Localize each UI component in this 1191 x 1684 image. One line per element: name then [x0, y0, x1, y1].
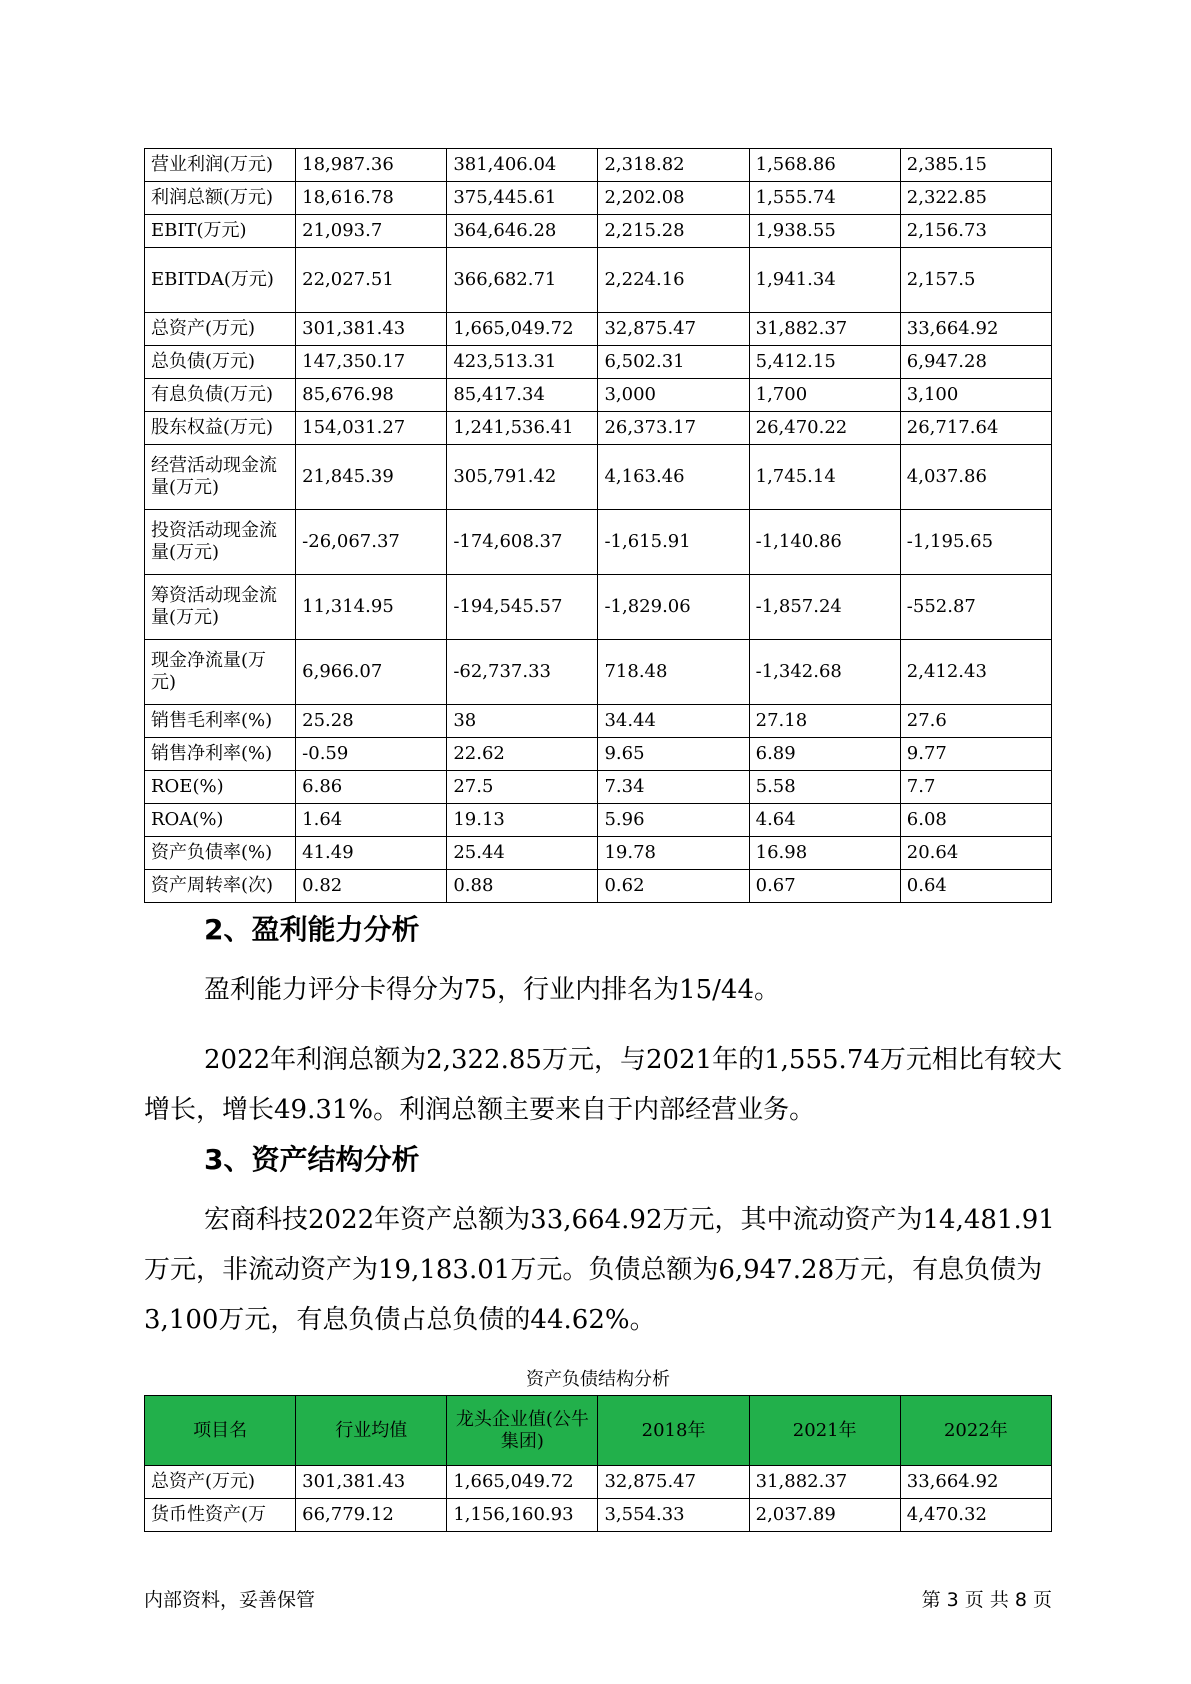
table-cell: 4.64 — [749, 804, 900, 837]
table-cell: 25.44 — [447, 837, 598, 870]
table-cell: 6.89 — [749, 738, 900, 771]
table-cell: 1,938.55 — [749, 215, 900, 248]
table-cell: -62,737.33 — [447, 640, 598, 705]
table-row — [145, 804, 1052, 837]
table-cell: 1,941.34 — [749, 248, 900, 313]
table-header-row — [145, 1396, 1052, 1466]
table-cell: 5,412.15 — [749, 346, 900, 379]
table-cell: 21,845.39 — [296, 445, 447, 510]
table-cell: -1,857.24 — [749, 575, 900, 640]
table-cell: 364,646.28 — [447, 215, 598, 248]
table-cell: -1,195.65 — [900, 510, 1051, 575]
table-cell: 3,554.33 — [598, 1499, 749, 1532]
row-label: 销售毛利率(%) — [145, 705, 296, 738]
financial-indicators-table — [144, 148, 1052, 903]
row-label: 货币性资产(万 — [145, 1499, 296, 1532]
table-cell: 1,156,160.93 — [447, 1499, 598, 1532]
table-cell: 33,664.92 — [900, 313, 1051, 346]
row-label: 有息负债(万元) — [145, 379, 296, 412]
table-cell: 1,665,049.72 — [447, 313, 598, 346]
table-cell: 9.77 — [900, 738, 1051, 771]
header-2018: 2018年 — [598, 1396, 749, 1466]
profitability-score-paragraph: 盈利能力评分卡得分为75，行业内排名为15/44。 — [204, 975, 781, 1005]
table-cell: 375,445.61 — [447, 182, 598, 215]
table-cell: -1,140.86 — [749, 510, 900, 575]
table-cell: 147,350.17 — [296, 346, 447, 379]
table-cell: 21,093.7 — [296, 215, 447, 248]
table-cell: 301,381.43 — [296, 313, 447, 346]
row-label: 总资产(万元) — [145, 313, 296, 346]
table-cell: 20.64 — [900, 837, 1051, 870]
table-cell: 0.62 — [598, 870, 749, 903]
table-row — [145, 837, 1052, 870]
table-cell: 718.48 — [598, 640, 749, 705]
row-label: EBIT(万元) — [145, 215, 296, 248]
table-cell: 11,314.95 — [296, 575, 447, 640]
table-cell: -1,342.68 — [749, 640, 900, 705]
row-label: 利润总额(万元) — [145, 182, 296, 215]
table-cell: 366,682.71 — [447, 248, 598, 313]
table-cell: 2,037.89 — [749, 1499, 900, 1532]
table-row — [145, 575, 1052, 640]
table-cell: -1,829.06 — [598, 575, 749, 640]
table-cell: -552.87 — [900, 575, 1051, 640]
table-cell: 26,373.17 — [598, 412, 749, 445]
table-cell: 6.08 — [900, 804, 1051, 837]
table-cell: 22.62 — [447, 738, 598, 771]
row-label: 筹资活动现金流量(万元) — [145, 575, 296, 640]
table-cell: 301,381.43 — [296, 1466, 447, 1499]
header-item-name: 项目名 — [145, 1396, 296, 1466]
table-row — [145, 313, 1052, 346]
table-cell: 18,616.78 — [296, 182, 447, 215]
table-cell: 7.34 — [598, 771, 749, 804]
table-cell: 32,875.47 — [598, 313, 749, 346]
table-cell: 19.78 — [598, 837, 749, 870]
table-cell: 1,241,536.41 — [447, 412, 598, 445]
table-cell: 3,000 — [598, 379, 749, 412]
table-cell: 154,031.27 — [296, 412, 447, 445]
table-cell: 66,779.12 — [296, 1499, 447, 1532]
table-cell: 5.96 — [598, 804, 749, 837]
header-leader-value: 龙头企业值(公牛集团) — [447, 1396, 598, 1466]
table-cell: 2,157.5 — [900, 248, 1051, 313]
row-label: 现金净流量(万元) — [145, 640, 296, 705]
header-2021: 2021年 — [749, 1396, 900, 1466]
table-cell: 27.5 — [447, 771, 598, 804]
row-label: 经营活动现金流量(万元) — [145, 445, 296, 510]
table-cell: 6.86 — [296, 771, 447, 804]
table-row — [145, 412, 1052, 445]
header-2022: 2022年 — [900, 1396, 1051, 1466]
table-cell: 1.64 — [296, 804, 447, 837]
table-cell: 1,555.74 — [749, 182, 900, 215]
table-cell: 31,882.37 — [749, 313, 900, 346]
table-row — [145, 149, 1052, 182]
table-cell: 2,385.15 — [900, 149, 1051, 182]
section-3-heading: 3、资产结构分析 — [204, 1143, 420, 1176]
table-cell: 38 — [447, 705, 598, 738]
footer-confidential-note: 内部资料，妥善保管 — [144, 1589, 316, 1611]
table-cell: 19.13 — [447, 804, 598, 837]
table-cell: -194,545.57 — [447, 575, 598, 640]
table-cell: 2,156.73 — [900, 215, 1051, 248]
row-label: 总资产(万元) — [145, 1466, 296, 1499]
table-cell: 27.18 — [749, 705, 900, 738]
row-label: 资产周转率(次) — [145, 870, 296, 903]
table-cell: 2,412.43 — [900, 640, 1051, 705]
table-cell: 1,745.14 — [749, 445, 900, 510]
table-cell: 381,406.04 — [447, 149, 598, 182]
table-cell: 4,470.32 — [900, 1499, 1051, 1532]
footer-page-number: 第 3 页 共 8 页 — [921, 1589, 1052, 1611]
asset-liability-structure-table — [144, 1395, 1052, 1532]
table-cell: 7.7 — [900, 771, 1051, 804]
header-industry-average: 行业均值 — [296, 1396, 447, 1466]
table-cell: 27.6 — [900, 705, 1051, 738]
table-cell: 2,318.82 — [598, 149, 749, 182]
table-cell: 34.44 — [598, 705, 749, 738]
profit-total-paragraph: 2022年利润总额为2,322.85万元，与2021年的1,555.74万元相比有较大增长，增长49.31%。利润总额主要来自于内部经营业务。 — [144, 1045, 1062, 1125]
row-label: 营业利润(万元) — [145, 149, 296, 182]
table-row — [145, 738, 1052, 771]
table-row — [145, 510, 1052, 575]
table-cell: 1,568.86 — [749, 149, 900, 182]
table-row — [145, 346, 1052, 379]
table-cell: 2,322.85 — [900, 182, 1051, 215]
row-label: 销售净利率(%) — [145, 738, 296, 771]
table-cell: 0.67 — [749, 870, 900, 903]
table-cell: 16.98 — [749, 837, 900, 870]
table-cell: 4,037.86 — [900, 445, 1051, 510]
table-cell: 25.28 — [296, 705, 447, 738]
row-label: 股东权益(万元) — [145, 412, 296, 445]
table-cell: 18,987.36 — [296, 149, 447, 182]
table-row — [145, 1466, 1052, 1499]
table-cell: -26,067.37 — [296, 510, 447, 575]
table-cell: 9.65 — [598, 738, 749, 771]
row-label: EBITDA(万元) — [145, 248, 296, 313]
row-label: 资产负债率(%) — [145, 837, 296, 870]
table-cell: -0.59 — [296, 738, 447, 771]
table-cell: 6,966.07 — [296, 640, 447, 705]
table-row — [145, 379, 1052, 412]
table-caption: 资产负债结构分析 — [526, 1369, 670, 1390]
table-cell: 4,163.46 — [598, 445, 749, 510]
table-row — [145, 771, 1052, 804]
table-cell: 22,027.51 — [296, 248, 447, 313]
table-cell: 85,417.34 — [447, 379, 598, 412]
table-cell: 2,215.28 — [598, 215, 749, 248]
table-cell: 26,717.64 — [900, 412, 1051, 445]
table-cell: 32,875.47 — [598, 1466, 749, 1499]
table-cell: 5.58 — [749, 771, 900, 804]
table-cell: 2,202.08 — [598, 182, 749, 215]
row-label: ROE(%) — [145, 771, 296, 804]
row-label: 投资活动现金流量(万元) — [145, 510, 296, 575]
table-row — [145, 870, 1052, 903]
table-cell: -174,608.37 — [447, 510, 598, 575]
table-cell: 1,665,049.72 — [447, 1466, 598, 1499]
table-row — [145, 640, 1052, 705]
asset-structure-paragraph: 宏商科技2022年资产总额为33,664.92万元，其中流动资产为14,481.91万元，非流动资产为19,183.01万元。负债总额为6,947.28万元，有息负债为3,100万元，有息负债占总负债的44.62%。 — [144, 1205, 1055, 1335]
table-cell: -1,615.91 — [598, 510, 749, 575]
row-label: ROA(%) — [145, 804, 296, 837]
table-cell: 1,700 — [749, 379, 900, 412]
table-cell: 85,676.98 — [296, 379, 447, 412]
table-cell: 33,664.92 — [900, 1466, 1051, 1499]
table-cell: 41.49 — [296, 837, 447, 870]
table-cell: 0.88 — [447, 870, 598, 903]
table-cell: 0.82 — [296, 870, 447, 903]
row-label: 总负债(万元) — [145, 346, 296, 379]
table-row — [145, 215, 1052, 248]
table-cell: 31,882.37 — [749, 1466, 900, 1499]
table-cell: 305,791.42 — [447, 445, 598, 510]
section-2-heading: 2、盈利能力分析 — [204, 913, 420, 946]
table-row — [145, 182, 1052, 215]
table-cell: 26,470.22 — [749, 412, 900, 445]
table-cell: 423,513.31 — [447, 346, 598, 379]
table-row — [145, 1499, 1052, 1532]
table-cell: 0.64 — [900, 870, 1051, 903]
table-cell: 3,100 — [900, 379, 1051, 412]
table-cell: 6,502.31 — [598, 346, 749, 379]
table-cell: 6,947.28 — [900, 346, 1051, 379]
table-row — [145, 705, 1052, 738]
table-row — [145, 445, 1052, 510]
table-cell: 2,224.16 — [598, 248, 749, 313]
table-row — [145, 248, 1052, 313]
